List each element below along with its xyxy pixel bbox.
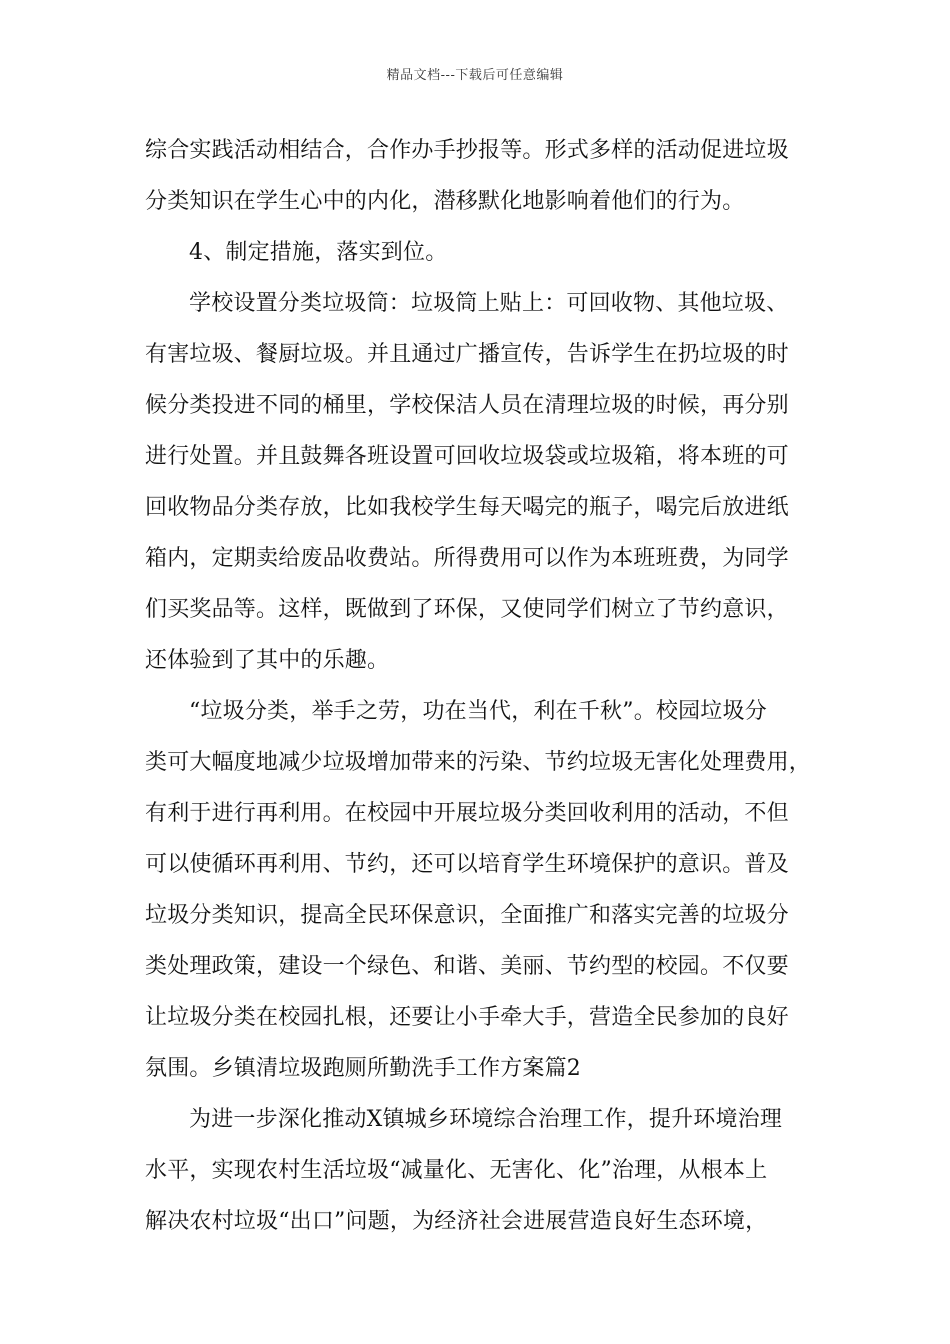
- paragraph-start-line: 学校设置分类垃圾筒：垃圾筒上贴上：可回收物、其他垃圾、: [189, 291, 789, 316]
- text-line: 有利于进行再利用。在校园中开展垃圾分类回收利用的活动，不但: [145, 801, 789, 826]
- page-header: 精品文档---下载后可任意编辑: [386, 68, 564, 83]
- text-line: 还体验到了其中的乐趣。: [145, 648, 390, 673]
- text-line: 解决农村垃圾“出口”问题，为经济社会进展营造良好生态环境，: [145, 1209, 768, 1234]
- text-line: 分类知识在学生心中的内化，潜移默化地影响着他们的行为。: [145, 189, 745, 214]
- document-body: [145, 125, 815, 1247]
- text-line: 让垃圾分类在校园扎根，还要让小手牵大手，营造全民参加的良好: [145, 1005, 789, 1030]
- text-line: 综合实践活动相结合，合作办手抄报等。形式多样的活动促进垃圾: [145, 138, 789, 163]
- text-line: 水平，实现农村生活垃圾“减量化、无害化、化”治理，从根本上: [145, 1158, 768, 1183]
- text-line: 进行处置。并且鼓舞各班设置可回收垃圾袋或垃圾箱，将本班的可: [145, 444, 789, 469]
- text-line: 有害垃圾、餐厨垃圾。并且通过广播宣传，告诉学生在扔垃圾的时: [145, 342, 789, 367]
- text-line: 垃圾分类知识，提高全民环保意识，全面推广和落实完善的垃圾分: [145, 903, 789, 928]
- text-line: 们买奖品等。这样，既做到了环保，又使同学们树立了节约意识，: [145, 597, 789, 622]
- paragraph-start-line: 为进一步深化推动X镇城乡环境综合治理工作，提升环境治理: [189, 1107, 783, 1132]
- section-heading: 4、制定措施，落实到位。: [189, 240, 448, 265]
- text-line: 回收物品分类存放，比如我校学生每天喝完的瓶子，喝完后放进纸: [145, 495, 789, 520]
- text-line: 可以使循环再利用、节约，还可以培育学生环境保护的意识。普及: [145, 852, 789, 877]
- text-line: 类可大幅度地减少垃圾增加带来的污染、节约垃圾无害化处理费用，: [145, 750, 812, 775]
- text-line: 氛围。乡镇清垃圾跑厕所勤洗手工作方案篇2: [145, 1056, 581, 1081]
- text-line: 箱内，定期卖给废品收费站。所得费用可以作为本班班费，为同学: [145, 546, 789, 571]
- text-line: 类处理政策，建设一个绿色、和谐、美丽、节约型的校园。不仅要: [145, 954, 789, 979]
- text-line: 候分类投进不同的桶里，学校保洁人员在清理垃圾的时候，再分别: [145, 393, 789, 418]
- paragraph-start-line: “垃圾分类，举手之劳，功在当代，利在千秋”。校园垃圾分: [189, 699, 767, 724]
